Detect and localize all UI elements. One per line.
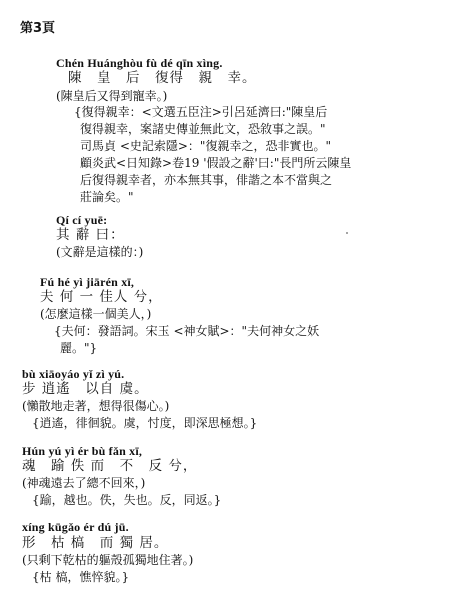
note-line: 司馬貞 <史記索隱>："復親幸之，恐非實也。" [80, 139, 331, 153]
note-line: {復得親幸：<文選五臣注>引呂延濟曰:"陳皇后 [74, 105, 328, 119]
chinese-line: 形 枯 槁 而 獨 居。 [22, 535, 169, 551]
pinyin-line: Qí cí yuē: [56, 213, 108, 227]
note-line: 顧炎武<日知錄>卷19 '假設之辭'曰:"長門所云陳皇 [80, 156, 352, 170]
translation-line: (文辭是這樣的：) [56, 245, 144, 259]
translation-line: (只剩下乾枯的軀殼孤獨地住著。) [22, 553, 194, 567]
translation-line: (神魂遠去了總不回來，) [22, 476, 146, 490]
page-header: 第3頁 [20, 21, 56, 36]
translation-line: (懶散地走著，想得很傷心。) [22, 399, 170, 413]
chinese-line: 夫 何 一 佳人 兮， [40, 289, 163, 305]
note-line: 復得親幸，案諸史傳並無此文，恐敘事之誤。" [80, 122, 326, 136]
note-line: {逍遙，徘徊貌。虞，忖度，即深思極想。} [32, 416, 258, 430]
pinyin-line: xíng kūgǎo ér dú jū. [22, 520, 129, 534]
pinyin-line: Chén Huánghòu fù dé qīn xìng. [56, 56, 223, 70]
chinese-line: 步 逍遙 以自 虞。 [22, 381, 149, 397]
chinese-line: 陳 皇 后 復得 親 幸。 [68, 70, 257, 86]
note-line: {枯 槁，憔悴貌。} [32, 570, 130, 584]
note-line: 麗。"} [60, 341, 98, 355]
chinese-line: 魂 踰 佚 而 不 反 兮， [22, 458, 198, 474]
note-line: 莊論矣。" [80, 190, 134, 204]
speck-mark [346, 232, 348, 234]
pinyin-line: Fú hé yì jiārén xī, [40, 275, 135, 289]
pinyin-line: bù xiāoyáo yǐ zì yú. [22, 367, 125, 381]
note-line: {夫何：發語詞。宋玉 <神女賦>："夫何神女之妖 [54, 324, 320, 338]
note-line: {踰，越也。佚，失也。反，同返。} [32, 493, 222, 507]
translation-line: (怎麼這樣一個美人，) [40, 307, 152, 321]
note-line: 后復得親幸者，亦本無其事，俳諧之本不當與之 [80, 173, 333, 187]
translation-line: (陳皇后又得到寵幸。) [56, 89, 168, 103]
chinese-line: 其 辭 曰： [56, 227, 125, 243]
pinyin-line: Hún yú yì ér bù fǎn xī, [22, 444, 143, 458]
